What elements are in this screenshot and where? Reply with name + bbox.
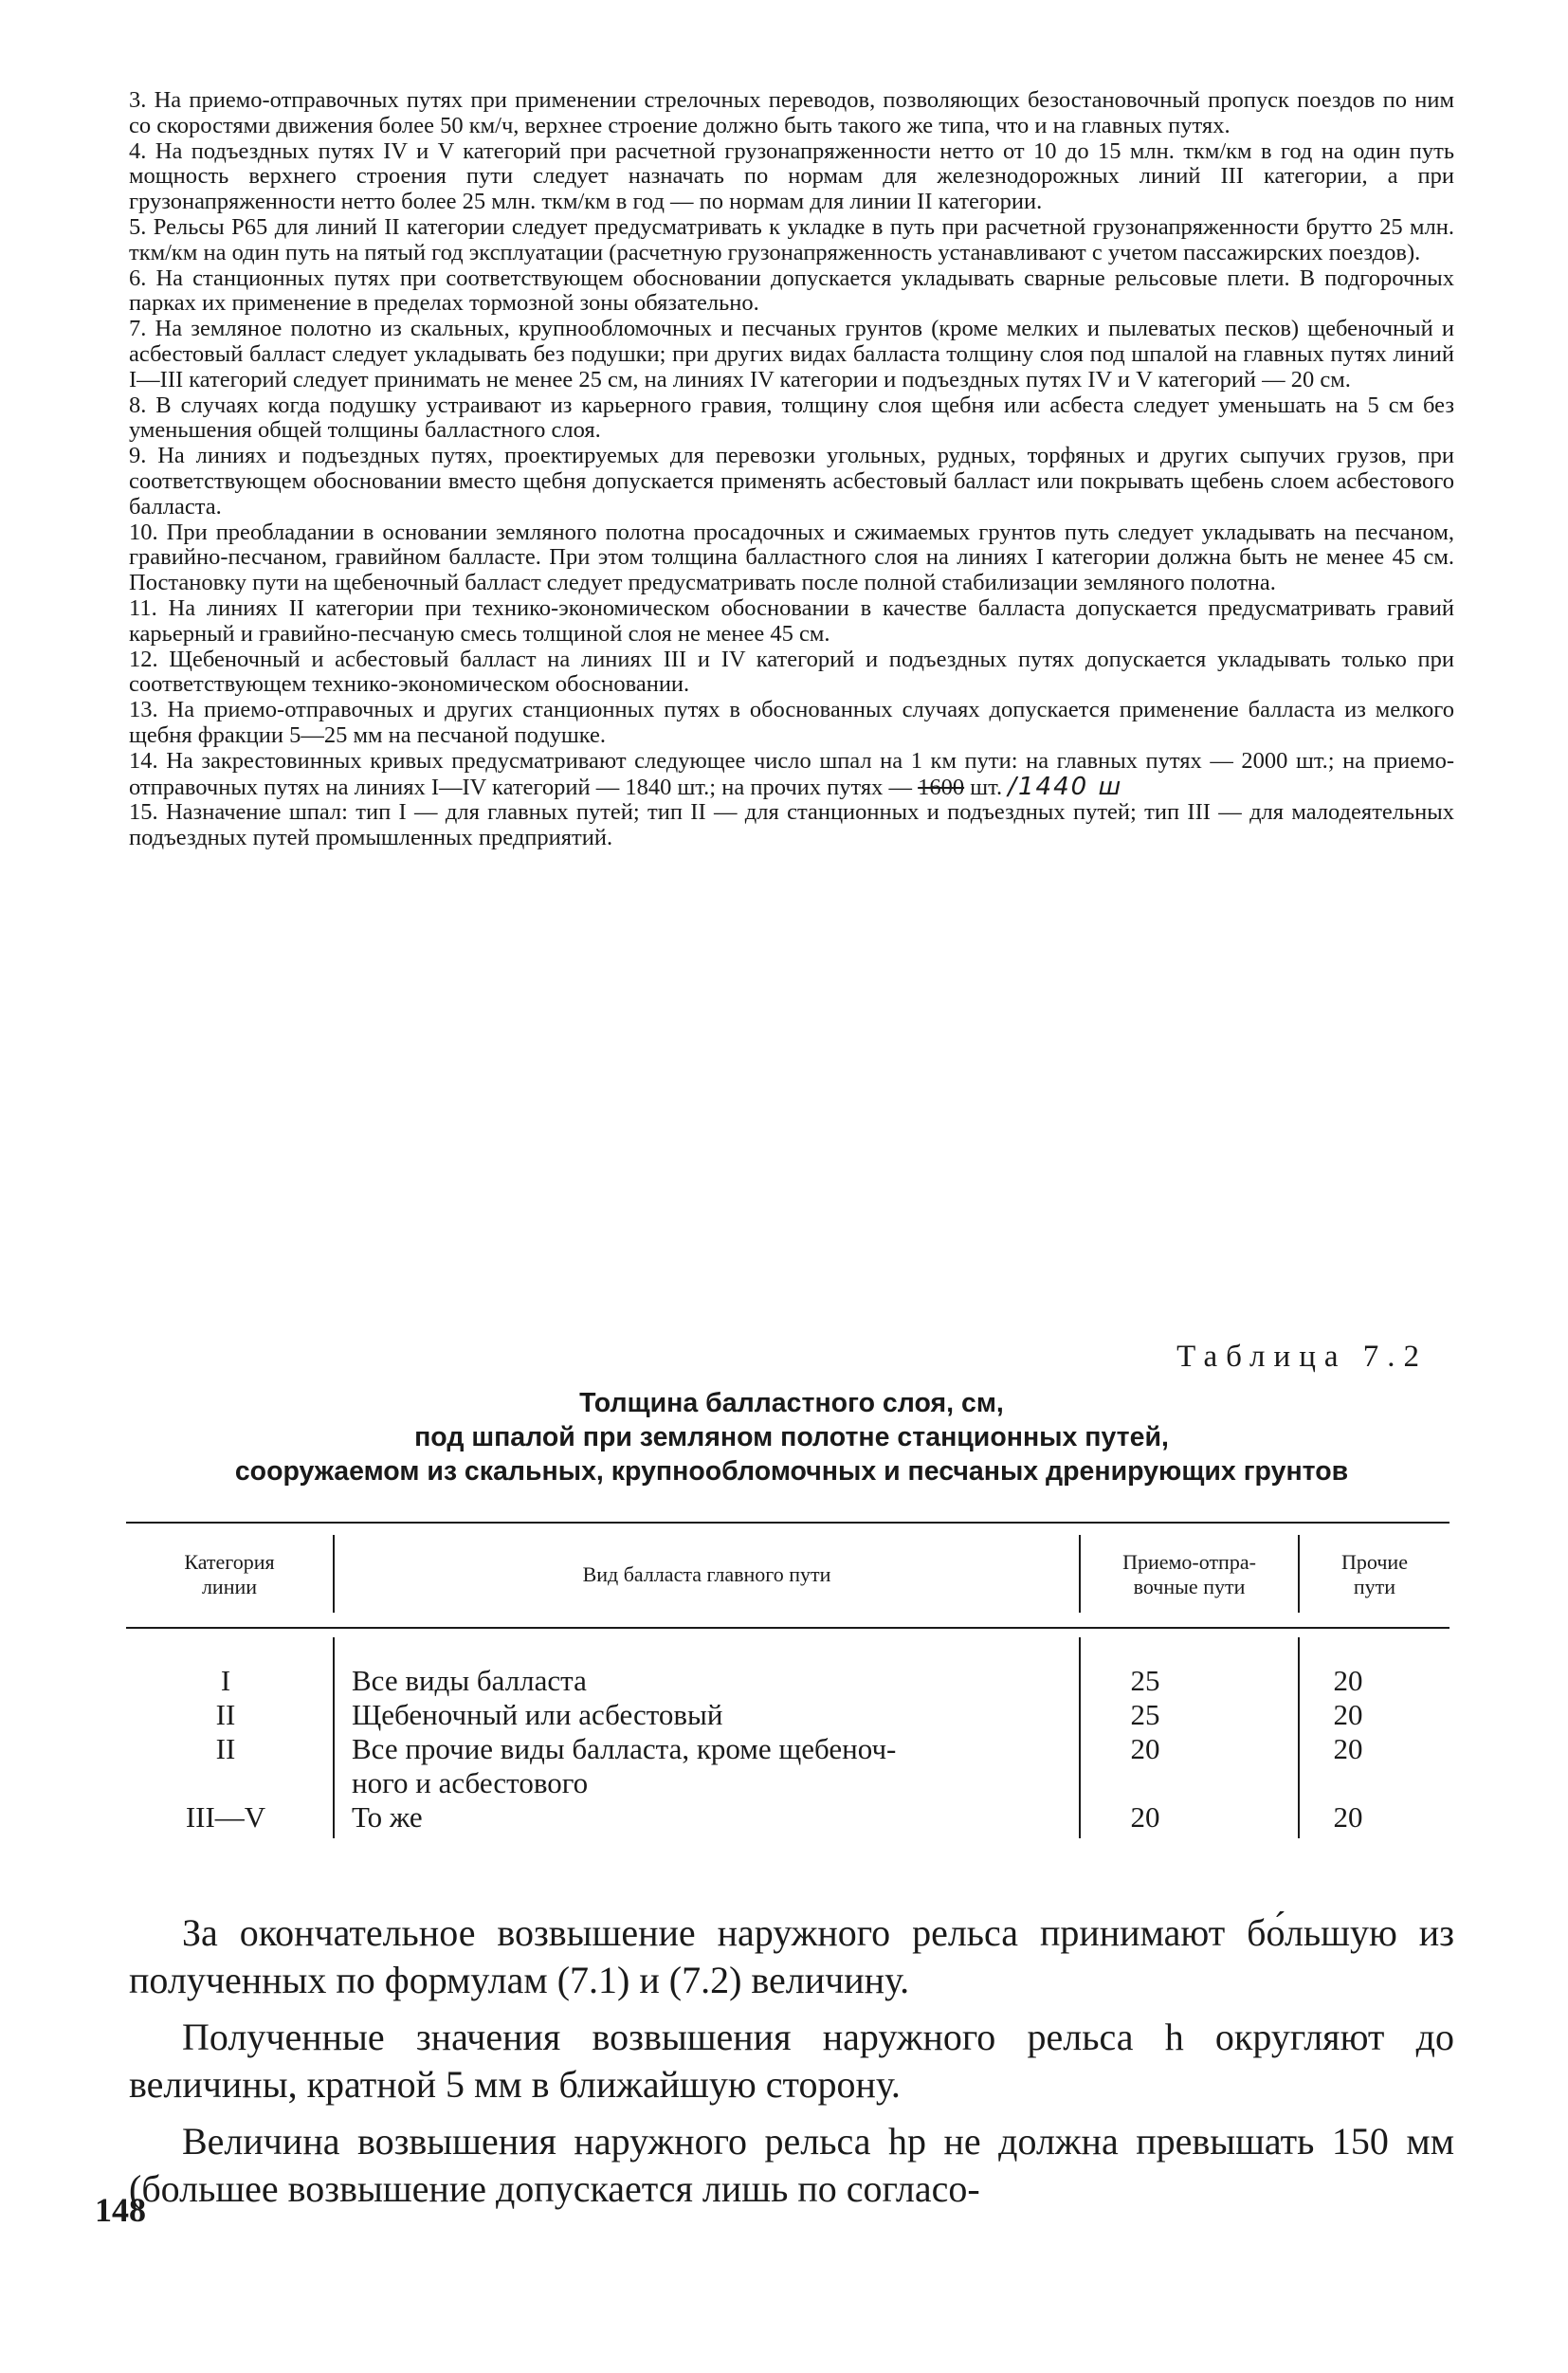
table-title-line-1: Толщина балластного слоя, см, (579, 1388, 1004, 1418)
note-4: 4. На подъездных путях IV и V категорий при расчетной грузонапряженности нетто от 10 до 15 млн. ткм/км в год на один путь мощность верхнего строения пути следует назначать по нормам для железнодорожных линий III категории, а при грузонапряженности нетто более 25 млн. ткм/км в год — по нормам для линии II категории. (129, 137, 1454, 215)
note-3: 3. На приемо-отправочных путях при применении стрелочных переводов, позволяющих безостановочный пропуск поездов по ним со скоростями движения более 50 км/ч, верхнее строение должно быть такого же типа, что и на главных путях. (129, 87, 1454, 138)
row-receiving-value: 25 (1130, 1698, 1160, 1731)
row-other-value: 20 (1333, 1732, 1363, 1765)
row-category: II (215, 1698, 236, 1731)
note-5: 5. Рельсы Р65 для линий II категории следует предусматривать к укладке в путь при расчетной грузонапряженности брутто 25 млн. ткм/км на один путь на пятый год эксплуатации (расчетную грузонапряженность устанавливают с учетом пассажирских поездов). (129, 213, 1454, 265)
note-8: 8. В случаях когда подушку устраивают из карьерного гравия, толщину слоя щебня или асбеста следует уменьшать на 5 см без уменьшения общей толщины балластного слоя. (129, 392, 1454, 444)
row-ballast-kind: Щебеночный или асбестовый (352, 1698, 723, 1731)
header-category-line-1: Категория (184, 1550, 275, 1574)
note-12: 12. Щебеночный и асбестовый балласт на линиях III и IV категорий и подъездных путях допускается укладывать только при соответствующем технико-экономическом обосновании. (129, 646, 1454, 698)
header-other-tracks (1300, 1550, 1449, 1599)
table-top-rule (126, 1522, 1449, 1524)
column-divider (333, 1637, 335, 1838)
note-14-text-a: 14. На закрестовинных кривых предусматривают следующее число шпал на 1 км пути: на главных путях — 2000 шт.; на приемо-отправочных путях на линиях I—IV категорий — 1840 шт.; на прочих путях — (129, 747, 1454, 800)
row-ballast-kind: Все прочие виды балласта, кроме щебеноч- (352, 1732, 897, 1765)
row-ballast-kind-continued: ного и асбестового (352, 1766, 589, 1799)
header-category (126, 1550, 333, 1599)
table-title (104, 1386, 1479, 1488)
paragraph: За окончательное возвышение наружного рельса принимают бо́льшую из полученных по формулам (7.1) и (7.2) величину. (129, 1911, 1454, 2001)
note-9: 9. На линиях и подъездных путях, проектируемых для перевозки угольных, рудных, торфяных и других сыпучих грузов, при соответствующем обосновании вместо щебня допускается применять асбестовый балласт или покрывать щебень слоем асбестового балласта. (129, 443, 1454, 520)
footnotes (129, 88, 1454, 851)
page-number: 148 (95, 2191, 146, 2229)
main-text (129, 1909, 1454, 2222)
row-other-value: 20 (1333, 1664, 1363, 1697)
struck-value: 1600 (918, 774, 965, 800)
note-14 (129, 749, 1454, 801)
header-receiving-line-1: Приемо-отпра- (1122, 1550, 1256, 1574)
note-14-text-b: шт. (964, 774, 1009, 800)
row-receiving-value: 25 (1130, 1664, 1160, 1697)
row-other-value: 20 (1333, 1800, 1363, 1834)
row-category: I (220, 1664, 231, 1697)
note-6: 6. На станционных путях при соответствующем обосновании допускается укладывать сварные рельсовые плети. В подгорочных парках их применение в пределах тормозной зоны обязательно. (129, 265, 1454, 317)
header-receiving-tracks (1081, 1550, 1298, 1599)
row-receiving-value: 20 (1130, 1800, 1160, 1834)
note-10: 10. При преобладании в основании земляного полотна просадочных и сжимаемых грунтов путь следует укладывать на песчаном, гравийно-песчаном, гравийном балласте. При этом толщина балластного слоя на линиях I категории должна быть не менее 45 см. Постановку пути на щебеночный балласт следует предусматривать после полной стабилизации земляного полотна. (129, 519, 1454, 596)
row-receiving-value: 20 (1130, 1732, 1160, 1765)
table-title-line-2: под шпалой при земляном полотне станционных путей, (414, 1422, 1169, 1452)
row-other-value: 20 (1333, 1698, 1363, 1731)
note-13: 13. На приемо-отправочных и других станционных путях в обоснованных случаях допускается применение балласта из мелкого щебня фракции 5—25 мм на песчаной подушке. (129, 697, 1454, 748)
header-other-line-2: пути (1353, 1575, 1396, 1598)
row-ballast-kind: Все виды балласта (352, 1664, 587, 1697)
ballast-table (126, 1522, 1449, 1849)
table-title-line-3: сооружаемом из скальных, крупнообломочных и песчаных дренирующих грунтов (234, 1456, 1349, 1487)
note-15: 15. Назначение шпал: тип I — для главных путей; тип II — для станционных и подъездных путей; тип III — для малодеятельных подъездных путей промышленных предприятий. (129, 799, 1454, 851)
header-ballast-kind: Вид балласта главного пути (582, 1562, 831, 1586)
row-category: II (215, 1732, 236, 1765)
header-other-line-1: Прочие (1341, 1550, 1408, 1574)
note-11: 11. На линиях II категории при технико-экономическом обосновании в качестве балласта допускается предусматривать гравий карьерный и гравийно-песчаную смесь толщиной слоя не менее 45 см. (129, 594, 1454, 647)
handwritten-correction: /1440 ш (1008, 772, 1123, 801)
row-ballast-kind: То же (352, 1800, 423, 1834)
row-category: III—V (185, 1800, 266, 1834)
table-label: Таблица 7.2 (1176, 1340, 1428, 1374)
header-category-line-2: линии (201, 1575, 258, 1598)
paragraph: Величина возвышения наружного рельса hр не должна превышать 150 мм (большее возвышение допускается лишь по согласо- (129, 2120, 1454, 2210)
table-header-rule (126, 1627, 1449, 1629)
paragraph: Полученные значения возвышения наружного рельса h округляют до величины, кратной 5 мм в ближайшую сторону. (129, 2016, 1454, 2106)
header-receiving-line-2: вочные пути (1133, 1575, 1246, 1598)
note-7: 7. На земляное полотно из скальных, крупнообломочных и песчаных грунтов (кроме мелких и пылеватых песков) щебеночный и асбестовый балласт следует укладывать без подушки; при других видах балласта толщину слоя под шпалой на главных путях линий I—III категорий следует принимать не менее 25 см, на линиях IV категории и подъездных путях IV и V категорий — 20 см. (129, 316, 1454, 392)
